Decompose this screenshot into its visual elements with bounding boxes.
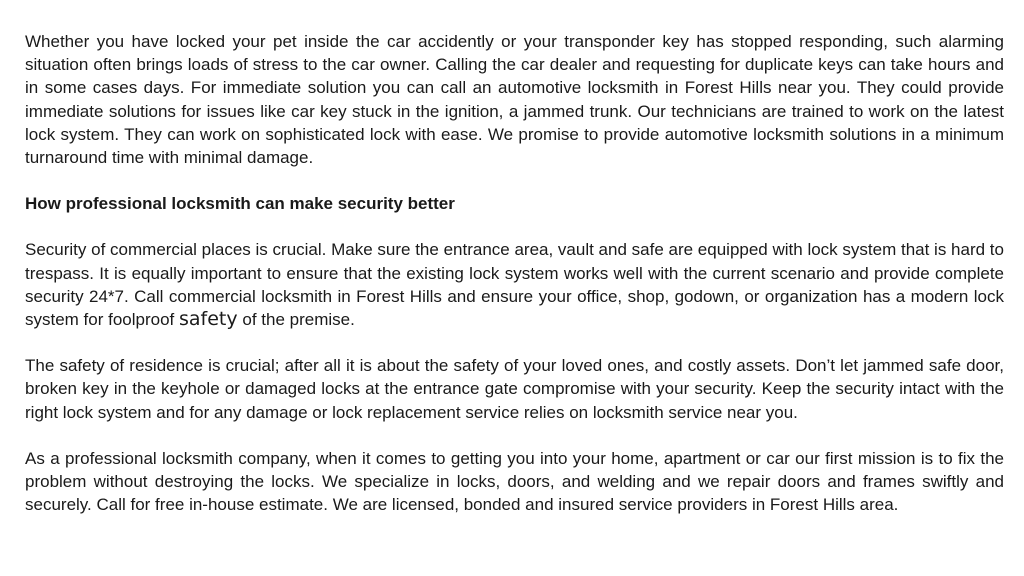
paragraph-company: As a professional locksmith company, when it comes to getting you into your home, apartment or car our first mission is to fix the problem without destroying the locks. We specialize in locks, doors, and welding and we repair doors and frames swiftly and securely. Call for free in-house estimate. We are licensed, bonded and insured service providers in Forest Hills area. bbox=[25, 448, 1004, 515]
paragraph-commercial-end: of the premise. bbox=[237, 310, 355, 330]
safety-word: safety bbox=[179, 308, 238, 331]
section-heading: How professional locksmith can make security better bbox=[25, 194, 455, 214]
paragraph-residential: The safety of residence is crucial; after all it is about the safety of your loved ones, and costly assets. Don’t let jammed safe door, broken key in the keyhole or damaged locks at the entrance gate compromise with your security. Keep the security intact with the right lock system and for any damage or lock replacement service relies on locksmith service near you. bbox=[25, 356, 1004, 422]
paragraph-automotive: Whether you have locked your pet inside the car accidently or your transponder key has stopped responding, such alarming situation often brings loads of stress to the car owner. Calling the car dealer and requesting for duplicate keys can take hours and in some cases days. For immediate solution you can call an automotive locksmith in Forest Hills near you. They could provide immediate solutions for issues like car key stuck in the ignition, a jammed trunk. Our technicians are trained to work on the latest lock system. They can work on sophisticated lock with ease. We promise to provide automotive locksmith solutions in a minimum turnaround time with minimal damage. bbox=[25, 32, 1004, 168]
document-body bbox=[25, 30, 1004, 516]
paragraph-commercial-text: Security of commercial places is crucial. Make sure the entrance area, vault and safe are equipped with lock system that is hard to trespass. It is equally important to ensure that the existing lock system works well with the current scenario and provide complete security 24*7. Call commercial locksmith in Forest Hills and ensure your office, shop, godown, or organization has a modern lock system for foolproof bbox=[25, 240, 1004, 330]
paragraph-commercial bbox=[25, 238, 1004, 331]
